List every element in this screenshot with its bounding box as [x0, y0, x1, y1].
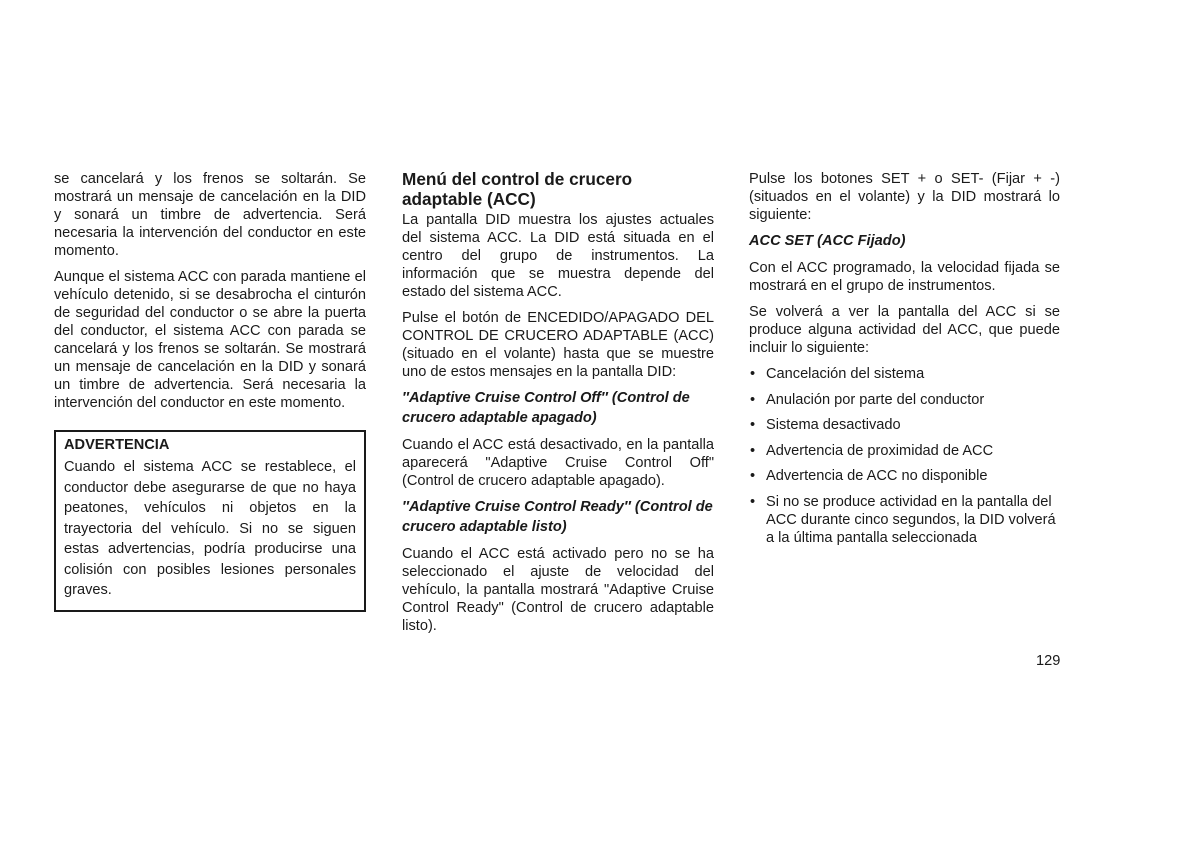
acc-set-heading: ACC SET (ACC Fijado): [749, 233, 906, 249]
list-item-text: Advertencia de ACC no disponible: [766, 468, 988, 484]
list-item-text: Cancelación del sistema: [766, 366, 925, 382]
paragraph: se cancelará y los frenos se soltarán. Se mostrará un mensaje de cancelación en la DID y sonará un timbre de advertencia. Será necesaria la intervención del conductor en este momento.: [54, 171, 366, 259]
bullet-icon: •: [750, 493, 756, 510]
paragraph: Pulse el botón de ENCEDIDO/APAGADO DEL CONTROL DE CRUCERO ADAPTABLE (ACC) (situado en el volante) hasta que se muestre uno de estos mensajes en la pantalla DID:: [402, 310, 714, 380]
warning-text: Cuando el sistema ACC se restablece, el conductor debe asegurarse de que no haya peatones, vehículos ni objetos en la trayectoria del vehículo. Si no se siguen estas advertencias, podría producirse una colisión con posibles lesiones personales graves.: [64, 459, 356, 598]
list-item: [749, 391, 1060, 409]
section-title: Menú del control de crucero adaptable (ACC): [402, 169, 633, 209]
subheading: ″Adaptive Cruise Control Off″ (Control de crucero adaptable apagado): [402, 390, 690, 426]
paragraph: Aunque el sistema ACC con parada mantiene el vehículo detenido, si se desabrocha el cinturón de seguridad del conductor o se abre la puerta del conductor, el sistema ACC con parada se cancelará y los frenos se soltarán. Se mostrará un mensaje de cancelación en la DID y sonará un timbre de advertencia. Será necesaria la intervención del conductor en este momento.: [54, 269, 366, 411]
list-item-text: Anulación por parte del conductor: [766, 391, 985, 408]
list-item: [749, 416, 1060, 434]
bullet-icon: •: [750, 366, 756, 382]
paragraph: Cuando el ACC está desactivado, en la pantalla aparecerá "Adaptive Cruise Control Off" (Control de crucero adaptable apagado).: [402, 437, 714, 489]
bullet-icon: •: [750, 468, 756, 484]
paragraph: Con el ACC programado, la velocidad fijada se mostrará en el grupo de instrumentos.: [749, 260, 1060, 294]
left-column: [54, 170, 366, 612]
paragraph: Pulse los botones SET + o SET- (Fijar + -) (situados en el volante) y la DID mostrará lo siguiente:: [749, 171, 1060, 223]
right-column: [749, 170, 1060, 554]
list-item-text: Si no se produce actividad en la pantalla del ACC durante cinco segundos, la DID volverá a la última pantalla seleccionada: [766, 493, 1056, 546]
bullet-icon: •: [750, 442, 756, 459]
list-item: [749, 365, 1060, 383]
subheading: ″Adaptive Cruise Control Ready″ (Control de crucero adaptable listo): [402, 499, 713, 535]
list-item: [749, 493, 1060, 547]
warning-title: ADVERTENCIA: [64, 437, 170, 453]
middle-column: [402, 170, 714, 643]
page-number: 129: [1036, 653, 1061, 669]
list-item: [749, 442, 1060, 460]
paragraph: Cuando el ACC está activado pero no se ha seleccionado el ajuste de velocidad del vehículo, la pantalla mostrará "Adaptive Cruise Control Ready" (Control de crucero adaptable listo).: [402, 546, 714, 634]
list-item-text: Sistema desactivado: [766, 417, 901, 433]
bullet-icon: •: [750, 391, 756, 408]
activity-list: [749, 365, 1060, 547]
bullet-icon: •: [750, 417, 756, 433]
paragraph: Se volverá a ver la pantalla del ACC si se produce alguna actividad del ACC, que puede incluir lo siguiente:: [749, 304, 1060, 356]
list-item-text: Advertencia de proximidad de ACC: [766, 442, 994, 459]
list-item: [749, 467, 1060, 485]
warning-box: [54, 430, 366, 612]
paragraph: La pantalla DID muestra los ajustes actuales del sistema ACC. La DID está situada en el centro del grupo de instrumentos. La información que se muestra depende del estado del sistema ACC.: [402, 212, 714, 300]
